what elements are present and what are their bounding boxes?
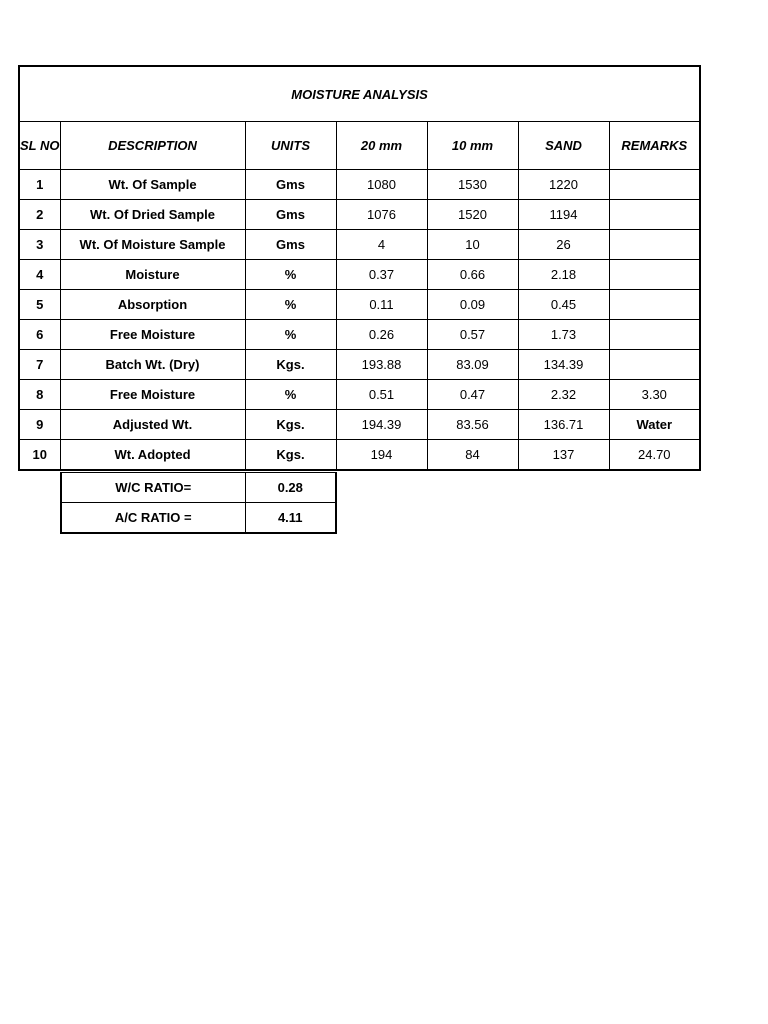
cell-description: Wt. Of Dried Sample [60,200,245,230]
moisture-analysis-table [18,65,701,471]
cell-description: Moisture [60,260,245,290]
cell-sand: 26 [518,230,609,260]
cell-10mm: 83.09 [427,350,518,380]
table-row [19,410,700,440]
cell-10mm: 84 [427,440,518,471]
cell-units: % [245,260,336,290]
cell-description: Free Moisture [60,380,245,410]
cell-10mm: 83.56 [427,410,518,440]
cell-sl-no: 5 [19,290,60,320]
ratio-box [60,472,337,534]
cell-10mm: 0.66 [427,260,518,290]
cell-10mm: 0.47 [427,380,518,410]
cell-sand: 1220 [518,170,609,200]
sheet-title: MOISTURE ANALYSIS [19,66,700,122]
cell-units: Gms [245,200,336,230]
ratio-row [61,473,336,503]
cell-description: Wt. Of Sample [60,170,245,200]
cell-sand: 2.18 [518,260,609,290]
cell-units: Kgs. [245,440,336,471]
cell-units: % [245,320,336,350]
cell-20mm: 1076 [336,200,427,230]
cell-10mm: 0.57 [427,320,518,350]
cell-sl-no: 9 [19,410,60,440]
cell-20mm: 0.11 [336,290,427,320]
cell-sl-no: 2 [19,200,60,230]
header-row [19,122,700,170]
ratio-row [61,503,336,534]
cell-20mm: 0.26 [336,320,427,350]
cell-10mm: 0.09 [427,290,518,320]
cell-units: Gms [245,170,336,200]
cell-description: Wt. Of Moisture Sample [60,230,245,260]
cell-sl-no: 4 [19,260,60,290]
header-sl-no: SL NO [19,122,60,170]
cell-remarks [609,320,700,350]
cell-sand: 1.73 [518,320,609,350]
cell-remarks [609,260,700,290]
table-row [19,170,700,200]
ratio-table [60,472,337,534]
header-remarks: REMARKS [609,122,700,170]
cell-units: Kgs. [245,410,336,440]
cell-remarks: Water [609,410,700,440]
table-row [19,440,700,471]
table-row [19,380,700,410]
cell-20mm: 0.37 [336,260,427,290]
table-row [19,200,700,230]
header-units: UNITS [245,122,336,170]
cell-units: % [245,380,336,410]
cell-20mm: 1080 [336,170,427,200]
ratio-label: W/C RATIO= [61,473,245,503]
header-10mm: 10 mm [427,122,518,170]
ratio-label: A/C RATIO = [61,503,245,534]
cell-remarks [609,230,700,260]
cell-sl-no: 1 [19,170,60,200]
cell-sl-no: 10 [19,440,60,471]
table-row [19,350,700,380]
cell-20mm: 194 [336,440,427,471]
cell-remarks: 24.70 [609,440,700,471]
cell-sl-no: 7 [19,350,60,380]
cell-description: Adjusted Wt. [60,410,245,440]
cell-remarks [609,350,700,380]
ratio-value: 0.28 [245,473,336,503]
table-row [19,290,700,320]
cell-sl-no: 3 [19,230,60,260]
table-row [19,320,700,350]
cell-20mm: 194.39 [336,410,427,440]
cell-description: Absorption [60,290,245,320]
cell-remarks: 3.30 [609,380,700,410]
cell-sand: 2.32 [518,380,609,410]
header-description: DESCRIPTION [60,122,245,170]
cell-sl-no: 8 [19,380,60,410]
cell-sand: 137 [518,440,609,471]
header-sand: SAND [518,122,609,170]
cell-20mm: 4 [336,230,427,260]
cell-20mm: 193.88 [336,350,427,380]
cell-10mm: 1530 [427,170,518,200]
table-row [19,230,700,260]
ratio-value: 4.11 [245,503,336,534]
cell-remarks [609,200,700,230]
cell-remarks [609,290,700,320]
header-20mm: 20 mm [336,122,427,170]
cell-units: Kgs. [245,350,336,380]
table-row [19,260,700,290]
moisture-analysis-sheet [18,65,701,471]
cell-description: Wt. Adopted [60,440,245,471]
cell-sand: 134.39 [518,350,609,380]
cell-20mm: 0.51 [336,380,427,410]
cell-description: Free Moisture [60,320,245,350]
cell-remarks [609,170,700,200]
cell-units: Gms [245,230,336,260]
cell-units: % [245,290,336,320]
cell-10mm: 10 [427,230,518,260]
cell-sand: 1194 [518,200,609,230]
cell-sand: 136.71 [518,410,609,440]
cell-description: Batch Wt. (Dry) [60,350,245,380]
cell-sl-no: 6 [19,320,60,350]
cell-10mm: 1520 [427,200,518,230]
cell-sand: 0.45 [518,290,609,320]
